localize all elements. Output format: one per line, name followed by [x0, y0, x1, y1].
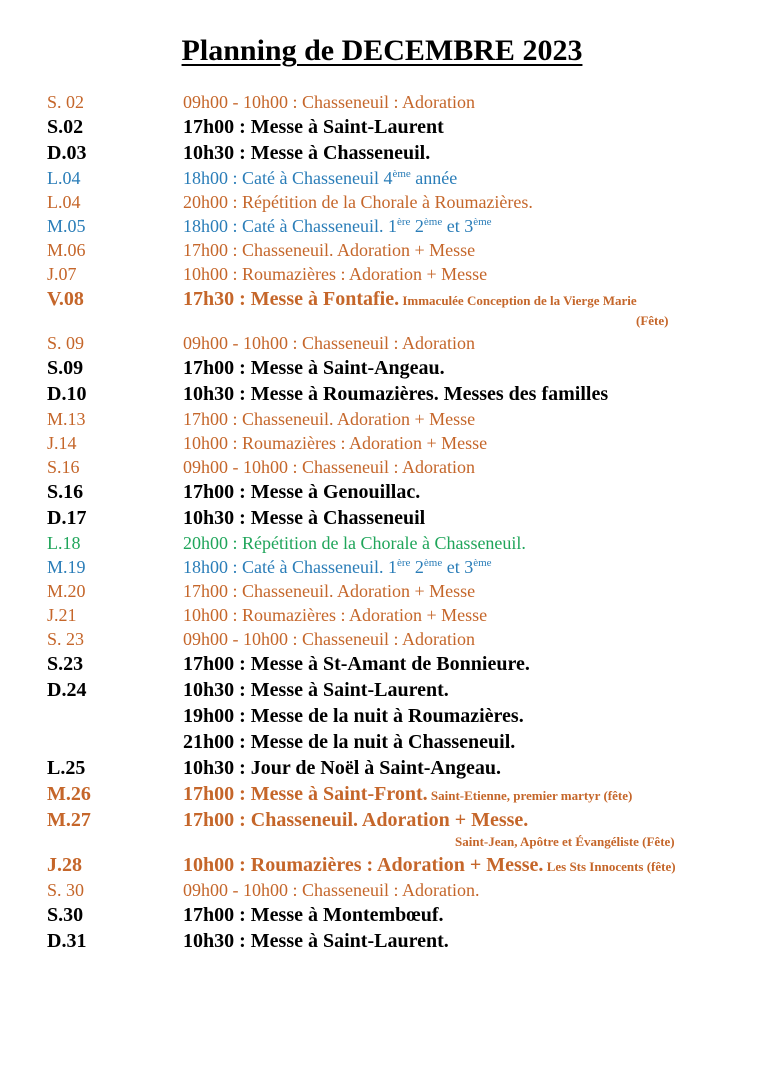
row-day: M.06 — [47, 240, 86, 260]
row-text: 09h00 - 10h00 : Chasseneuil : Adoration — [183, 457, 475, 477]
page-title: Planning de DECEMBRE 2023 — [181, 34, 583, 67]
row-day: J.07 — [47, 264, 77, 284]
row-text: 17h00 : Messe à Saint-Laurent — [183, 116, 444, 138]
schedule-row — [0, 331, 764, 355]
row-day: V.08 — [47, 288, 84, 310]
schedule-row — [0, 431, 764, 455]
feast-note: Les Sts Innocents (fête) — [543, 859, 676, 874]
schedule-row — [0, 852, 764, 878]
row-text: 18h00 : Caté à Chasseneuil 4ème année — [183, 168, 458, 188]
schedule-row — [0, 627, 764, 651]
row-day: S.23 — [47, 653, 84, 675]
row-day: M.19 — [47, 557, 86, 577]
row-day: D.24 — [47, 679, 87, 701]
row-text: 17h00 : Messe à Montembœuf. — [183, 904, 444, 926]
row-day: M.20 — [47, 581, 86, 601]
schedule-row — [0, 677, 764, 703]
schedule-row — [0, 505, 764, 531]
row-text: 17h00 : Chasseneuil. Adoration + Messe — [183, 409, 476, 429]
feast-note: Immaculée Conception de la Vierge Marie — [399, 293, 637, 308]
row-day: L.25 — [47, 757, 86, 779]
schedule-row — [0, 928, 764, 954]
row-day: S.30 — [47, 904, 84, 926]
row-day: S. 30 — [47, 880, 85, 900]
row-text: 09h00 - 10h00 : Chasseneuil : Adoration — [183, 629, 475, 649]
schedule-row — [0, 214, 764, 238]
schedule-row — [0, 114, 764, 140]
schedule-row — [0, 190, 764, 214]
row-text: 17h00 : Messe à St-Amant de Bonnieure. — [183, 653, 530, 675]
row-text: 10h30 : Messe à Chasseneuil — [183, 507, 426, 529]
row-text: 17h30 : Messe à Fontafie. Immaculée Conception de la Vierge Marie — [183, 288, 637, 310]
schedule-row — [0, 555, 764, 579]
row-day: D.10 — [47, 383, 87, 405]
schedule-row — [0, 90, 764, 114]
row-day: J.28 — [47, 854, 82, 876]
schedule-list — [0, 90, 764, 954]
schedule-row — [0, 729, 764, 755]
row-text: 10h00 : Roumazières : Adoration + Messe — [183, 433, 488, 453]
row-day: L.04 — [47, 168, 81, 188]
row-text: 17h00 : Chasseneuil. Adoration + Messe — [183, 581, 476, 601]
row-text: 09h00 - 10h00 : Chasseneuil : Adoration. — [183, 880, 480, 900]
schedule-row — [0, 807, 764, 833]
schedule-row — [0, 407, 764, 431]
schedule-row — [0, 703, 764, 729]
row-day: M.13 — [47, 409, 86, 429]
row-day: J.21 — [47, 605, 77, 625]
row-text: 17h00 : Messe à Genouillac. — [183, 481, 421, 503]
schedule-row-continuation — [0, 312, 764, 331]
schedule-row — [0, 651, 764, 677]
schedule-row — [0, 603, 764, 627]
schedule-row — [0, 579, 764, 603]
row-text: 17h00 : Chasseneuil. Adoration + Messe — [183, 240, 476, 260]
row-day: M.27 — [47, 809, 91, 831]
row-text: 09h00 - 10h00 : Chasseneuil : Adoration — [183, 333, 475, 353]
row-text: 10h30 : Messe à Saint-Laurent. — [183, 930, 449, 952]
row-day: L.18 — [47, 533, 81, 553]
schedule-row — [0, 878, 764, 902]
row-text: 17h00 : Messe à Saint-Front. Saint-Etienne, premier martyr (fête) — [183, 783, 633, 805]
row-text: 17h00 : Chasseneuil. Adoration + Messe. — [183, 809, 529, 831]
feast-note: (Fête) — [636, 313, 669, 328]
row-text: 10h00 : Roumazières : Adoration + Messe. Les Sts Innocents (fête) — [183, 854, 676, 876]
row-day: S.09 — [47, 357, 84, 379]
schedule-row — [0, 781, 764, 807]
row-text: 10h30 : Messe à Chasseneuil. — [183, 142, 431, 164]
schedule-row — [0, 455, 764, 479]
feast-note: Saint-Etienne, premier martyr (fête) — [427, 788, 633, 803]
row-day: M.26 — [47, 783, 91, 805]
schedule-row — [0, 238, 764, 262]
row-day: S.16 — [47, 457, 80, 477]
row-text: 20h00 : Répétition de la Chorale à Chasseneuil. — [183, 533, 526, 553]
row-text: 10h00 : Roumazières : Adoration + Messe — [183, 264, 488, 284]
row-text: 09h00 - 10h00 : Chasseneuil : Adoration — [183, 92, 475, 112]
row-text: 18h00 : Caté à Chasseneuil. 1ère 2ème et 3ème — [183, 216, 492, 236]
schedule-row — [0, 355, 764, 381]
schedule-row — [0, 755, 764, 781]
row-day: D.03 — [47, 142, 87, 164]
row-day: L.04 — [47, 192, 81, 212]
schedule-row — [0, 531, 764, 555]
schedule-row — [0, 479, 764, 505]
schedule-row — [0, 902, 764, 928]
schedule-row — [0, 166, 764, 190]
row-text: 19h00 : Messe de la nuit à Roumazières. — [183, 705, 524, 727]
row-day: J.14 — [47, 433, 77, 453]
row-text: 21h00 : Messe de la nuit à Chasseneuil. — [183, 731, 516, 753]
row-text: 18h00 : Caté à Chasseneuil. 1ère 2ème et 3ème — [183, 557, 492, 577]
row-day: S. 23 — [47, 629, 85, 649]
feast-note: Saint-Jean, Apôtre et Évangéliste (Fête) — [455, 834, 675, 849]
row-day: S.02 — [47, 116, 84, 138]
row-day: S. 09 — [47, 333, 85, 353]
row-day: D.17 — [47, 507, 87, 529]
row-day: S. 02 — [47, 92, 85, 112]
row-day: S.16 — [47, 481, 84, 503]
row-text: 17h00 : Messe à Saint-Angeau. — [183, 357, 445, 379]
row-text: 10h30 : Jour de Noël à Saint-Angeau. — [183, 757, 501, 779]
row-text: 10h00 : Roumazières : Adoration + Messe — [183, 605, 488, 625]
row-text: 10h30 : Messe à Saint-Laurent. — [183, 679, 449, 701]
schedule-row — [0, 381, 764, 407]
row-day: M.05 — [47, 216, 86, 236]
row-text: 20h00 : Répétition de la Chorale à Roumazières. — [183, 192, 533, 212]
schedule-row — [0, 262, 764, 286]
schedule-row — [0, 140, 764, 166]
row-day: D.31 — [47, 930, 87, 952]
row-text: 10h30 : Messe à Roumazières. Messes des familles — [183, 383, 609, 405]
schedule-row — [0, 286, 764, 312]
schedule-row-continuation — [0, 833, 764, 852]
